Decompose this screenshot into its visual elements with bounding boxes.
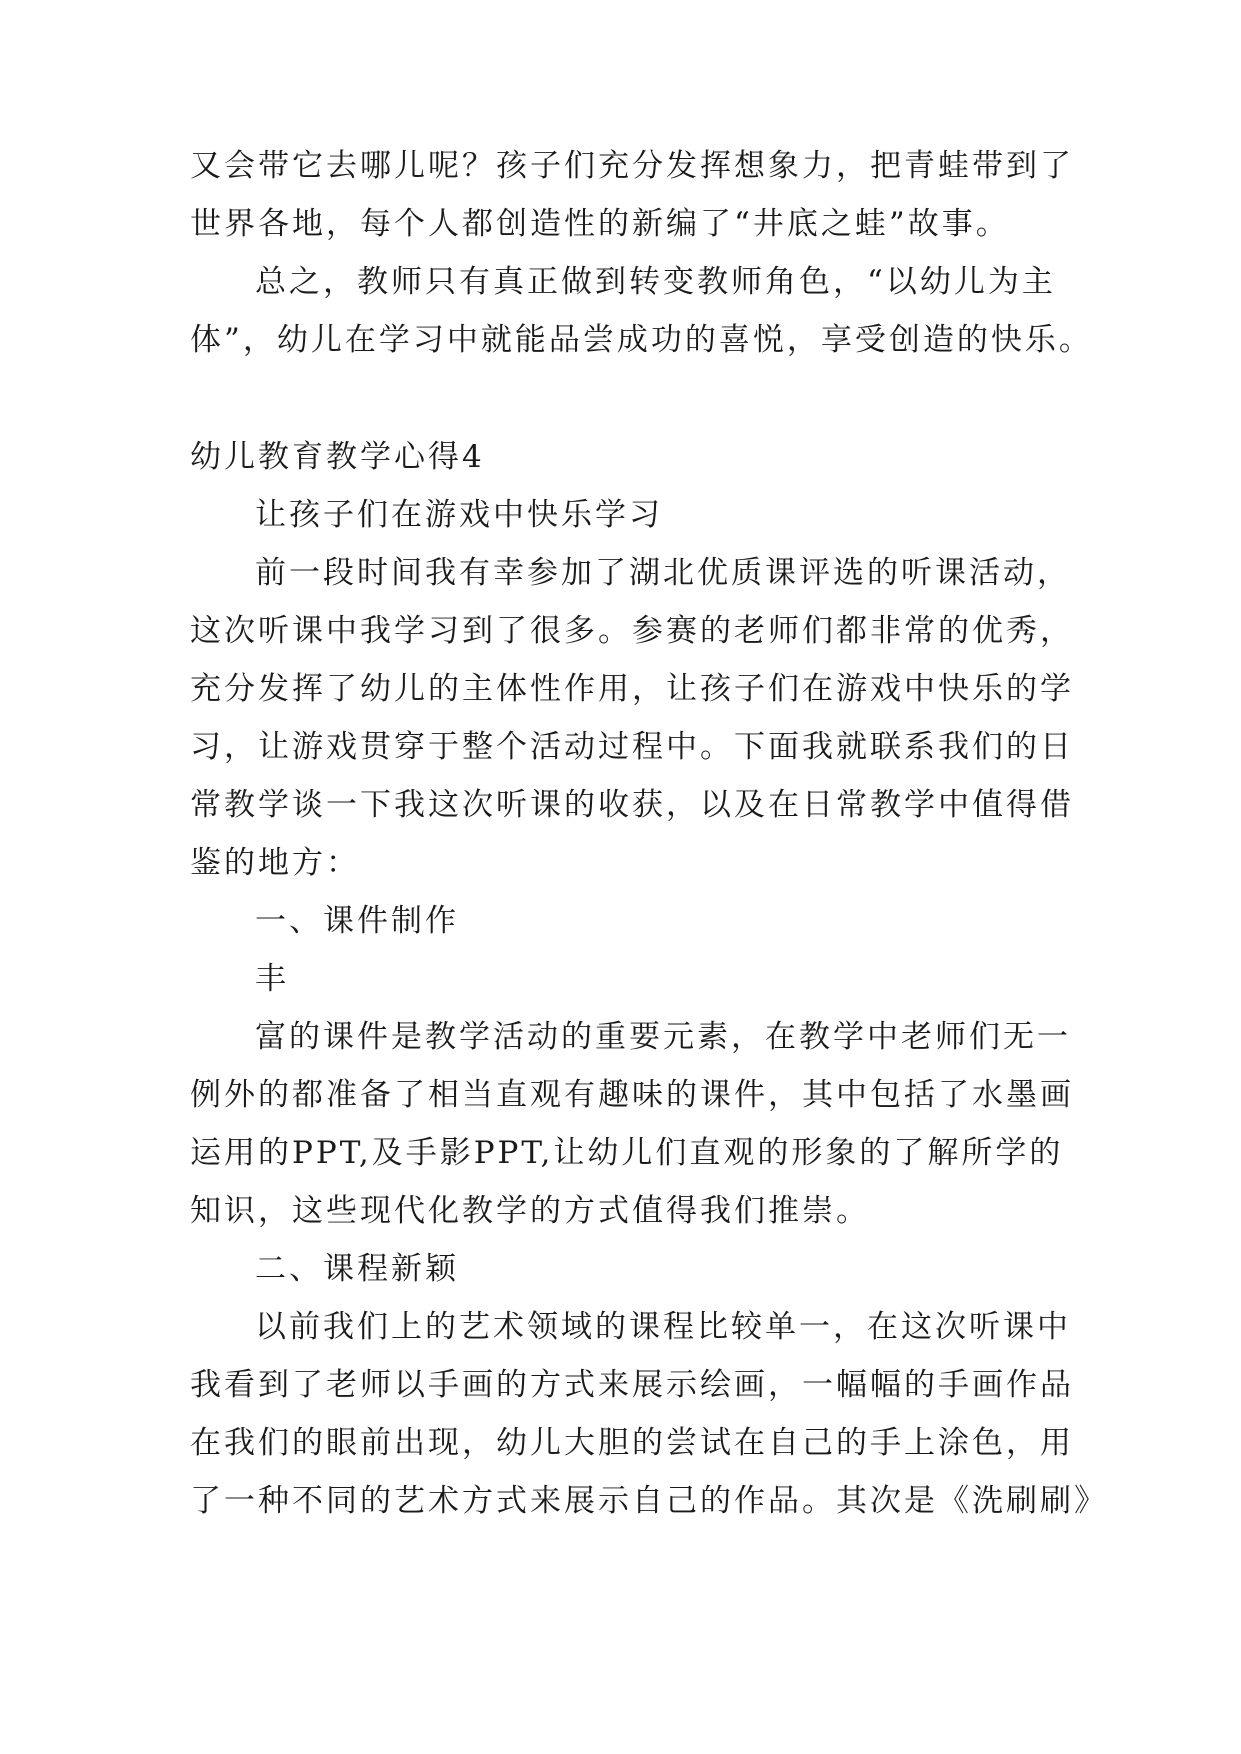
paragraph-line: 丰	[255, 961, 289, 997]
section-heading: 幼儿教育教学心得4	[190, 439, 485, 475]
article-title: 让孩子们在游戏中快乐学习	[255, 497, 663, 533]
paragraph-line: 知识，这些现代化教学的方式值得我们推崇。	[190, 1193, 870, 1229]
paragraph-line: 例外的都准备了相当直观有趣味的课件，其中包括了水墨画	[190, 1077, 1074, 1113]
paragraph-line: 体”，幼儿在学习中就能品尝成功的喜悦，享受创造的快乐。	[190, 322, 1093, 358]
paragraph-line: 了一种不同的艺术方式来展示自己的作品。其次是《洗刷刷》	[190, 1483, 1108, 1519]
paragraph-line: 前一段时间我有幸参加了湖北优质课评选的听课活动，	[255, 555, 1071, 591]
paragraph-line: 我看到了老师以手画的方式来展示绘画，一幅幅的手画作品	[190, 1367, 1074, 1403]
subheading-courseware: 一、课件制作	[255, 903, 459, 939]
paragraph-line: 充分发挥了幼儿的主体性作用，让孩子们在游戏中快乐的学	[190, 671, 1074, 707]
paragraph-line: 运用的PPT,及手影PPT,让幼儿们直观的形象的了解所学的	[190, 1135, 1064, 1171]
paragraph-line: 在我们的眼前出现，幼儿大胆的尝试在自己的手上涂色，用	[190, 1425, 1074, 1461]
paragraph-line: 世界各地，每个人都创造性的新编了“井底之蛙”故事。	[190, 206, 1010, 242]
paragraph-line: 以前我们上的艺术领域的课程比较单一，在这次听课中	[255, 1309, 1071, 1345]
paragraph-line: 总之，教师只有真正做到转变教师角色，“以幼儿为主	[255, 264, 1056, 300]
paragraph-line: 又会带它去哪儿呢？孩子们充分发挥想象力，把青蛙带到了	[190, 148, 1074, 184]
paragraph-line: 常教学谈一下我这次听课的收获，以及在日常教学中值得借	[190, 787, 1074, 823]
paragraph-line: 鉴的地方：	[190, 845, 360, 881]
subheading-novel-course: 二、课程新颖	[255, 1251, 459, 1287]
paragraph-line: 这次听课中我学习到了很多。参赛的老师们都非常的优秀，	[190, 613, 1074, 649]
paragraph-line: 富的课件是教学活动的重要元素，在教学中老师们无一	[255, 1019, 1071, 1055]
paragraph-line: 习，让游戏贯穿于整个活动过程中。下面我就联系我们的日	[190, 729, 1074, 765]
